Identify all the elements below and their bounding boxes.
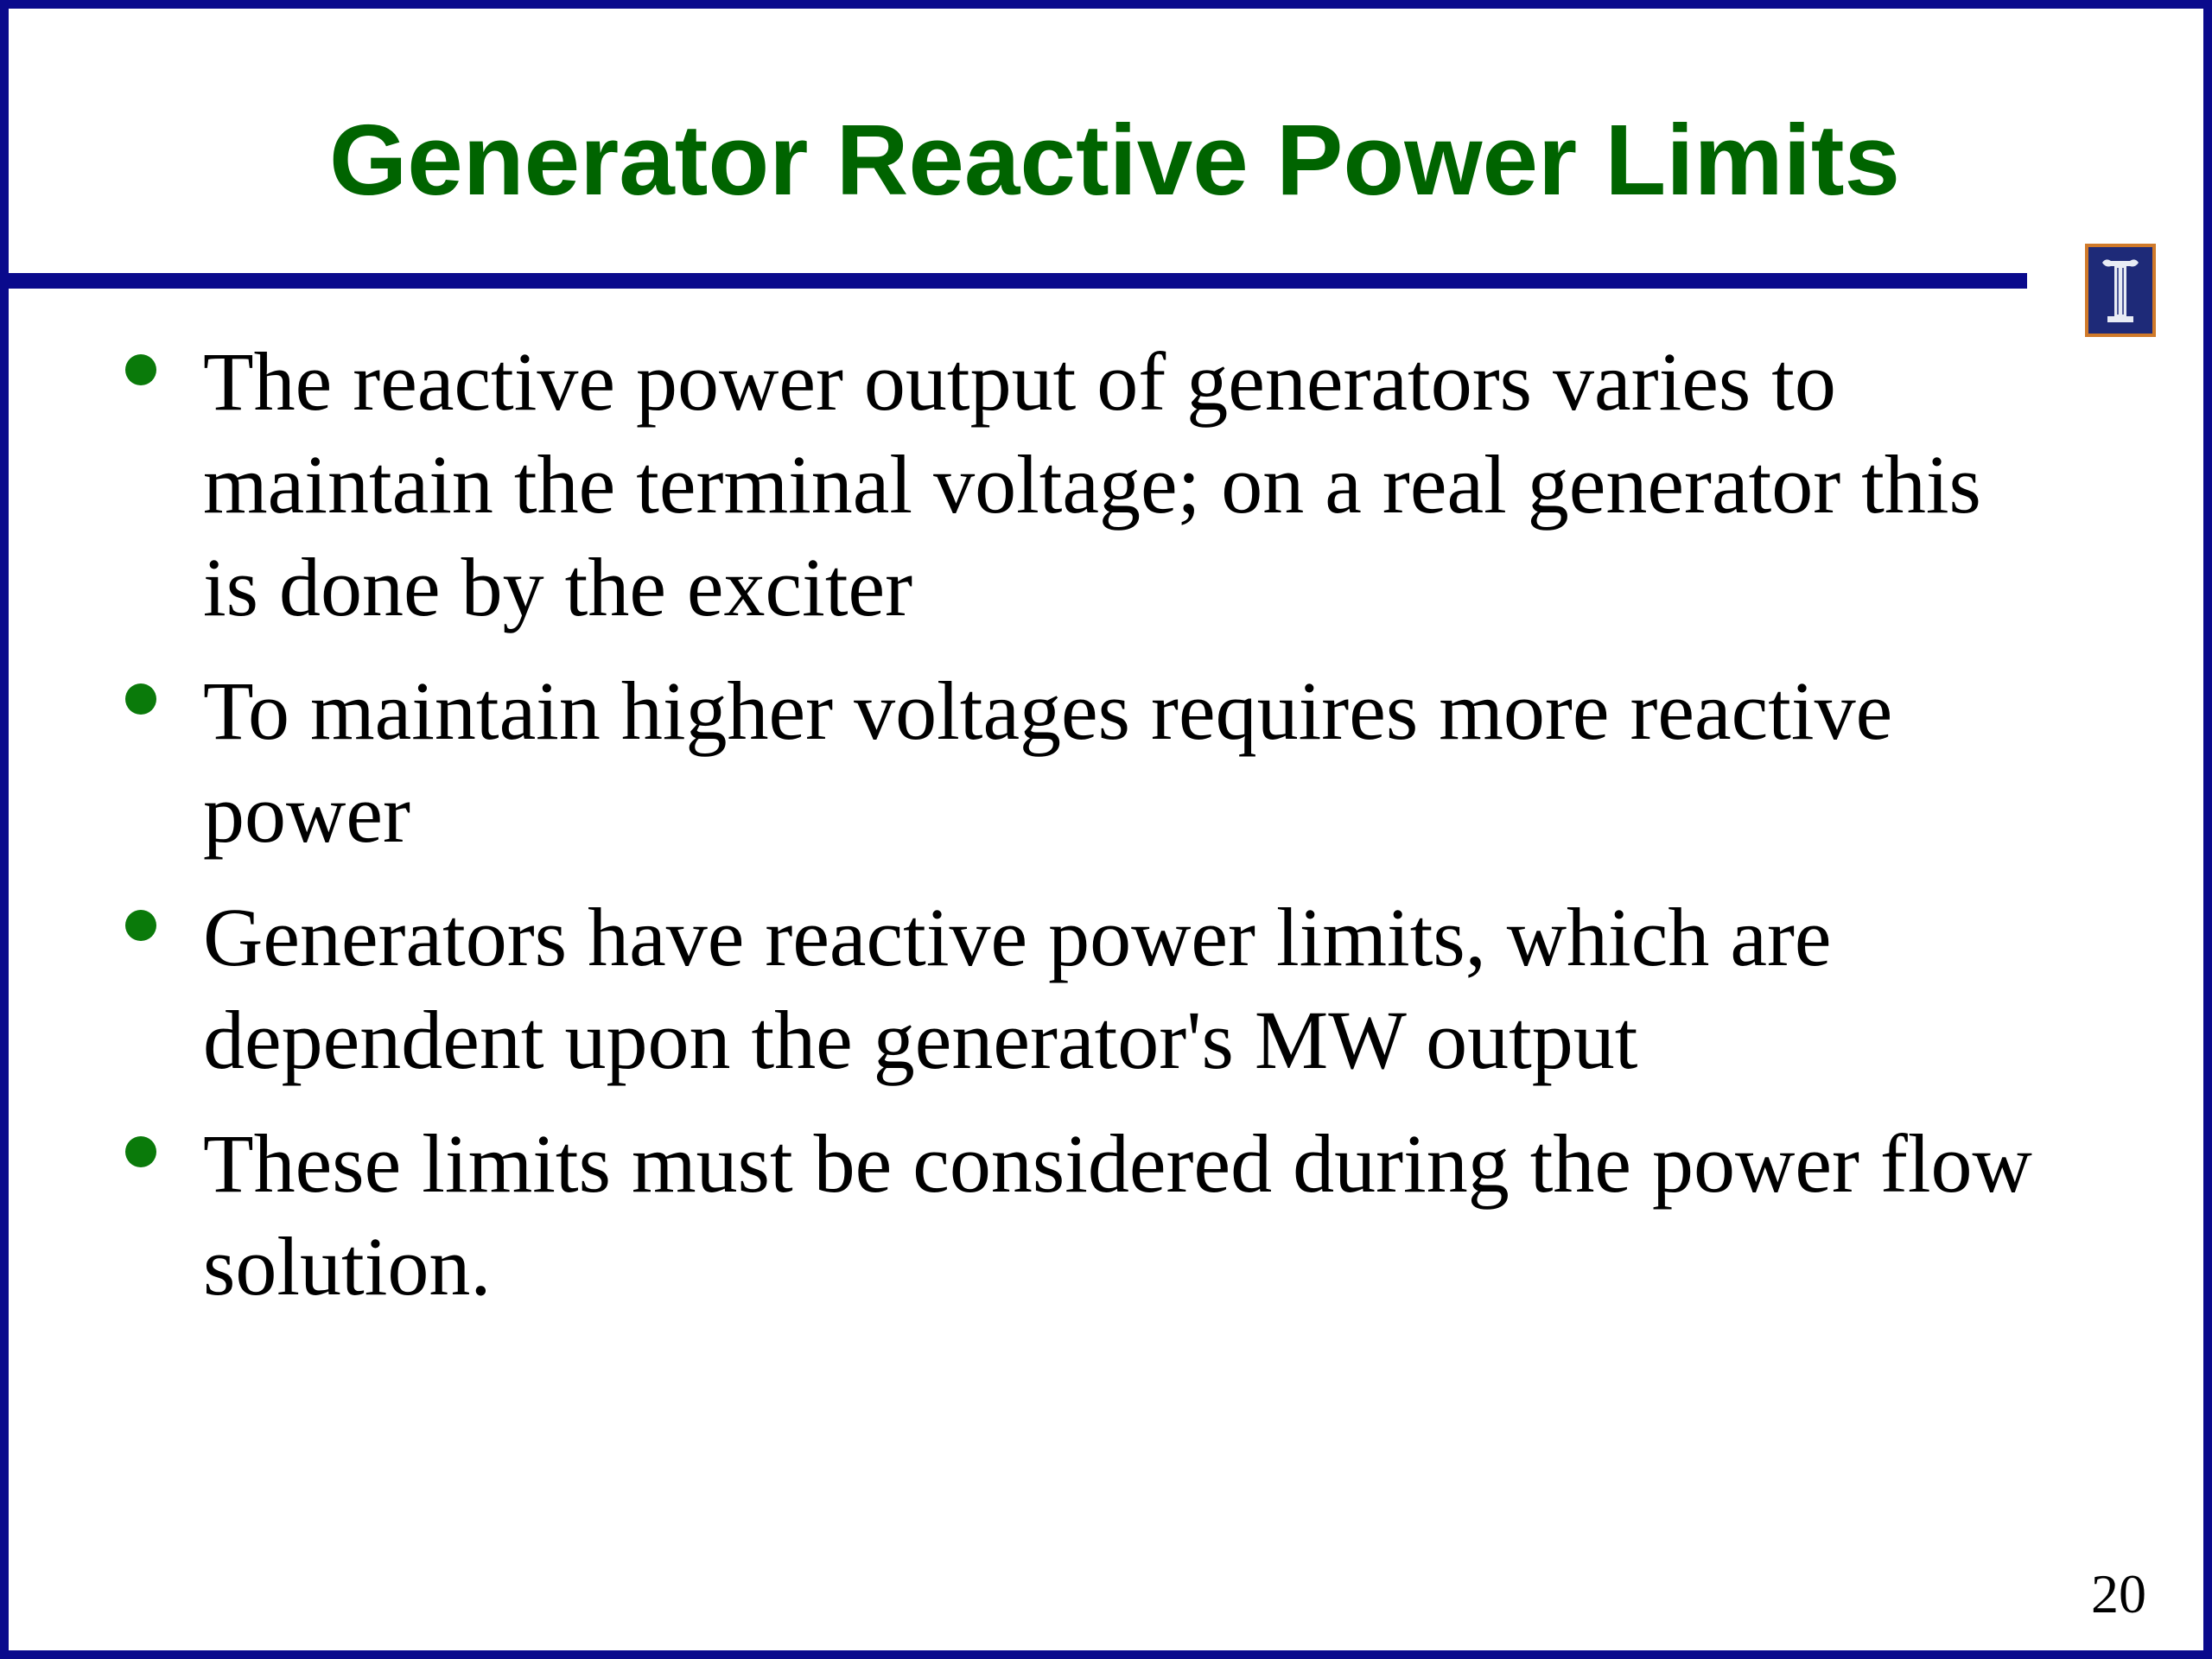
bullet-item <box>108 330 2052 639</box>
slide-title: Generator Reactive Power Limits <box>329 104 1900 216</box>
bullet-item <box>108 886 2052 1091</box>
bullet-point-icon <box>125 910 156 941</box>
bullet-text: These limits must be considered during the power flow solution. <box>203 1117 2032 1313</box>
bullet-item <box>108 1112 2052 1318</box>
bullet-text: Generators have reactive power limits, which are dependent upon the generator's MW output <box>203 891 1832 1086</box>
bullet-text: The reactive power output of generators varies to maintain the terminal voltage; on a real generator this is done by the exciter <box>203 335 1981 633</box>
university-column-logo-icon <box>2085 244 2156 337</box>
bullet-list <box>108 330 2052 1338</box>
bullet-point-icon <box>125 354 156 385</box>
title-divider <box>9 273 2027 289</box>
bullet-point-icon <box>125 1136 156 1167</box>
page-number: 20 <box>2091 1563 2146 1624</box>
bullet-text: To maintain higher voltages requires more reactive power <box>203 664 1893 860</box>
bullet-point-icon <box>125 683 156 715</box>
bullet-item <box>108 659 2052 865</box>
